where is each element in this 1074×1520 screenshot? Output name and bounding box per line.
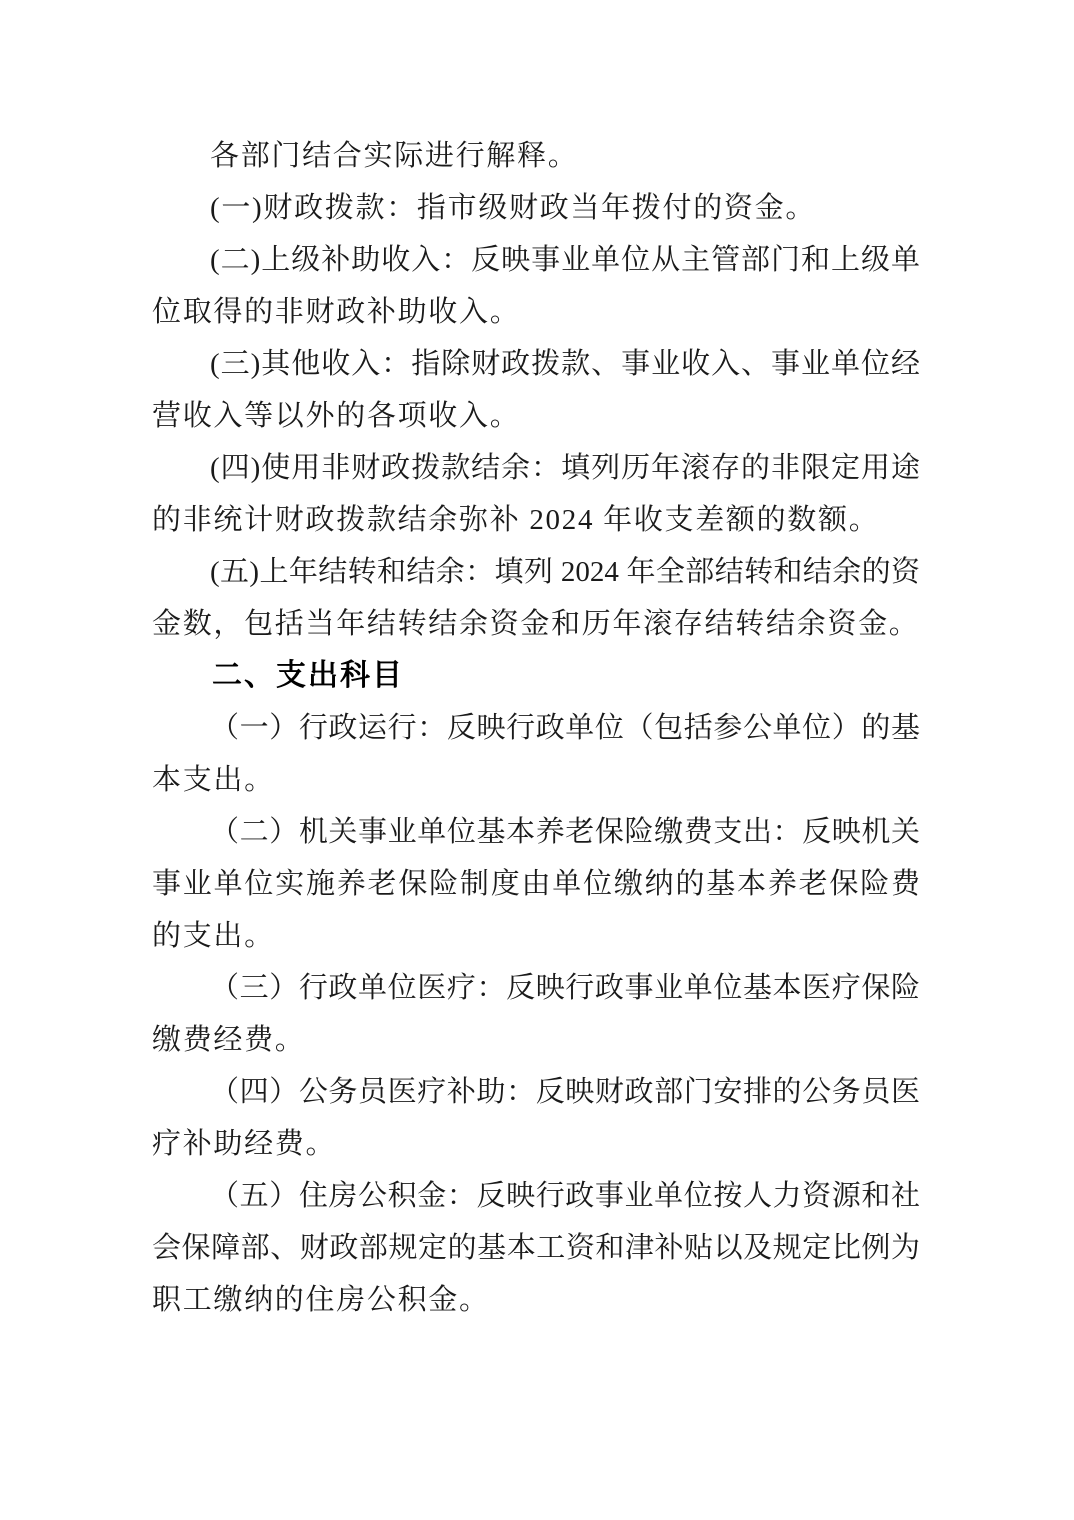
paragraph-expense-item-3 bbox=[152, 962, 920, 1066]
paragraph-line: 本支出。 bbox=[152, 764, 275, 796]
paragraph-line: 缴费经费。 bbox=[152, 1024, 306, 1056]
document-body bbox=[152, 130, 920, 1326]
section-heading-text: 二、支出科目 bbox=[212, 659, 404, 692]
paragraph-expense-item-5 bbox=[152, 1170, 920, 1326]
paragraph-line: (一)财政拨款：指市级财政当年拨付的资金。 bbox=[210, 192, 817, 224]
paragraph-line: 位取得的非财政补助收入。 bbox=[152, 296, 521, 328]
paragraph-line: (二)上级补助收入：反映事业单位从主管部门和上级单 bbox=[210, 244, 920, 276]
paragraph-income-item-3 bbox=[152, 338, 920, 442]
paragraph-expense-item-4 bbox=[152, 1066, 920, 1170]
paragraph-line: （三）行政单位医疗：反映行政事业单位基本医疗保险 bbox=[210, 972, 920, 1004]
paragraph-line: （一）行政运行：反映行政单位（包括参公单位）的基 bbox=[210, 712, 920, 744]
paragraph-expense-item-1 bbox=[152, 702, 920, 806]
paragraph-line: （五）住房公积金：反映行政事业单位按人力资源和社 bbox=[210, 1180, 920, 1212]
paragraph-line: 会保障部、财政部规定的基本工资和津补贴以及规定比例为 bbox=[152, 1232, 920, 1264]
paragraph-line: (四)使用非财政拨款结余：填列历年滚存的非限定用途 bbox=[210, 452, 920, 484]
paragraph-intro-note bbox=[152, 130, 920, 182]
paragraph-income-item-2 bbox=[152, 234, 920, 338]
paragraph-expense-item-2 bbox=[152, 806, 920, 962]
paragraph-line: 营收入等以外的各项收入。 bbox=[152, 400, 521, 432]
paragraph-line: （四）公务员医疗补助：反映财政部门安排的公务员医 bbox=[210, 1076, 920, 1108]
paragraph-income-item-1 bbox=[152, 182, 920, 234]
paragraph-line: 事业单位实施养老保险制度由单位缴纳的基本养老保险费 bbox=[152, 868, 920, 900]
paragraph-income-item-4 bbox=[152, 442, 920, 546]
paragraph-line: 各部门结合实际进行解释。 bbox=[210, 140, 579, 172]
paragraph-line: 疗补助经费。 bbox=[152, 1128, 337, 1160]
paragraph-line: (五)上年结转和结余：填列 2024 年全部结转和结余的资 bbox=[210, 556, 920, 588]
paragraph-line: 的非统计财政拨款结余弥补 2024 年收支差额的数额。 bbox=[152, 504, 880, 536]
paragraph-line: （二）机关事业单位基本养老保险缴费支出：反映机关 bbox=[210, 816, 920, 848]
paragraph-line: 的支出。 bbox=[152, 920, 275, 952]
section-heading-expense bbox=[152, 650, 920, 702]
paragraph-income-item-5 bbox=[152, 546, 920, 650]
paragraph-line: 职工缴纳的住房公积金。 bbox=[152, 1284, 490, 1316]
paragraph-line: (三)其他收入：指除财政拨款、事业收入、事业单位经 bbox=[210, 348, 920, 380]
paragraph-line: 金数，包括当年结转结余资金和历年滚存结转结余资金。 bbox=[152, 608, 920, 640]
